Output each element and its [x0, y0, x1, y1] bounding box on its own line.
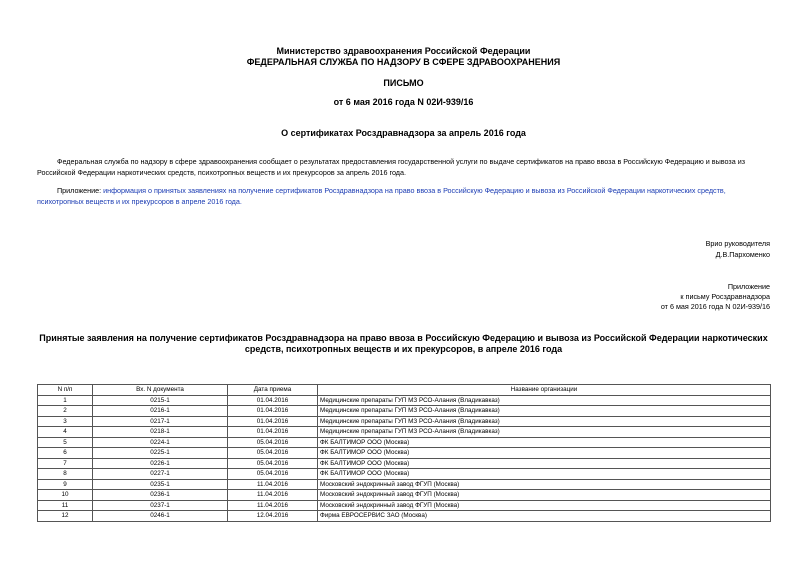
table-row: [38, 490, 771, 501]
ministry-title: Министерство здравоохранения Российской Федерации: [276, 46, 531, 56]
cell-number: 5: [38, 437, 93, 448]
cell-number: 11: [38, 500, 93, 511]
signature-name: Д.В.Пархоменко: [715, 250, 770, 259]
cell-date: 05.04.2016: [228, 437, 318, 448]
col-number: N п/п: [38, 385, 93, 396]
table-row: [38, 416, 771, 427]
cell-doc-number: 0226-1: [93, 458, 228, 469]
appendix-label: Приложение: [727, 282, 770, 291]
table-row: [38, 511, 771, 522]
cell-organization: ФК БАЛТИМОР ООО (Москва): [318, 448, 771, 459]
attachment-prefix: Приложение:: [57, 186, 102, 195]
cell-date: 01.04.2016: [228, 416, 318, 427]
cell-number: 4: [38, 427, 93, 438]
col-organization: Название организации: [318, 385, 771, 396]
cell-date: 05.04.2016: [228, 458, 318, 469]
table-row: [38, 427, 771, 438]
cell-date: 11.04.2016: [228, 500, 318, 511]
cell-doc-number: 0227-1: [93, 469, 228, 480]
cell-number: 6: [38, 448, 93, 459]
cell-doc-number: 0225-1: [93, 448, 228, 459]
cell-doc-number: 0246-1: [93, 511, 228, 522]
cell-organization: ФК БАЛТИМОР ООО (Москва): [318, 458, 771, 469]
attachment-link[interactable]: информация о принятых заявлениях на получение сертификатов Росздравнадзора на право ввоза в Российскую Федерацию и вывоза из Российской Федерации наркотических средств, психотропных веществ и их прекурсоров в апреле 2016 года.: [37, 186, 726, 206]
table-row: [38, 437, 771, 448]
appendix-title: Принятые заявления на получение сертификатов Росздравнадзора на право ввоза в Российскую Федерацию и вывоза из Российской Федерации наркотических средств, психотропных веществ и их прекурсоров, в апреле 2016 года: [39, 333, 768, 354]
table-row: [38, 448, 771, 459]
table-row: [38, 469, 771, 480]
cell-date: 05.04.2016: [228, 469, 318, 480]
cell-doc-number: 0217-1: [93, 416, 228, 427]
col-doc-number: Вх. N документа: [93, 385, 228, 396]
cell-date: 11.04.2016: [228, 490, 318, 501]
table-header-row: [38, 385, 771, 396]
cell-number: 10: [38, 490, 93, 501]
cell-organization: Московский эндокринный завод ФГУП (Москва): [318, 500, 771, 511]
cell-doc-number: 0224-1: [93, 437, 228, 448]
doc-subject: О сертификатах Росздравнадзора за апрель 2016 года: [281, 128, 526, 138]
cell-organization: Московский эндокринный завод ФГУП (Москва): [318, 490, 771, 501]
table-row: [38, 479, 771, 490]
cell-number: 12: [38, 511, 93, 522]
cell-organization: Московский эндокринный завод ФГУП (Москва): [318, 479, 771, 490]
cell-date: 01.04.2016: [228, 427, 318, 438]
cell-organization: Медицинские препараты ГУП МЗ РСО-Алания (Владикавказ): [318, 416, 771, 427]
cell-number: 1: [38, 395, 93, 406]
cell-doc-number: 0235-1: [93, 479, 228, 490]
cell-number: 3: [38, 416, 93, 427]
cell-organization: Медицинские препараты ГУП МЗ РСО-Алания (Владикавказ): [318, 427, 771, 438]
cell-doc-number: 0218-1: [93, 427, 228, 438]
cell-date: 12.04.2016: [228, 511, 318, 522]
attachment-paragraph: [37, 186, 770, 207]
cell-organization: ФК БАЛТИМОР ООО (Москва): [318, 437, 771, 448]
table-row: [38, 406, 771, 417]
cell-doc-number: 0215-1: [93, 395, 228, 406]
cell-doc-number: 0216-1: [93, 406, 228, 417]
cell-date: 11.04.2016: [228, 479, 318, 490]
cell-doc-number: 0236-1: [93, 490, 228, 501]
cell-organization: Медицинские препараты ГУП МЗ РСО-Алания (Владикавказ): [318, 395, 771, 406]
cell-organization: Фирма ЕВРОСЕРВИС ЗАО (Москва): [318, 511, 771, 522]
cell-number: 8: [38, 469, 93, 480]
body-paragraph: Федеральная служба по надзору в сфере здравоохранения сообщает о результатах предоставления государственной услуги по выдаче сертификатов на право ввоза в Российскую Федерацию и вывоза из Российской Федерации наркотических средств, психотропных веществ и их прекурсоров за апрель 2016 года.: [37, 157, 746, 177]
cell-date: 05.04.2016: [228, 448, 318, 459]
table-row: [38, 458, 771, 469]
cell-doc-number: 0237-1: [93, 500, 228, 511]
appendix-ref: к письму Росздравнадзора: [680, 292, 770, 301]
table-row: [38, 500, 771, 511]
cell-organization: ФК БАЛТИМОР ООО (Москва): [318, 469, 771, 480]
col-date: Дата приема: [228, 385, 318, 396]
signature-position: Врио руководителя: [705, 239, 770, 248]
cell-number: 9: [38, 479, 93, 490]
doc-date-number: от 6 мая 2016 года N 02И-939/16: [333, 97, 474, 107]
appendix-date: от 6 мая 2016 года N 02И-939/16: [660, 302, 770, 311]
cell-date: 01.04.2016: [228, 395, 318, 406]
doc-type: ПИСЬМО: [383, 78, 424, 88]
cell-number: 7: [38, 458, 93, 469]
table-row: [38, 395, 771, 406]
applications-table: [37, 384, 771, 522]
cell-date: 01.04.2016: [228, 406, 318, 417]
cell-number: 2: [38, 406, 93, 417]
agency-title: ФЕДЕРАЛЬНАЯ СЛУЖБА ПО НАДЗОРУ В СФЕРЕ ЗДРАВООХРАНЕНИЯ: [246, 57, 561, 67]
cell-organization: Медицинские препараты ГУП МЗ РСО-Алания (Владикавказ): [318, 406, 771, 417]
